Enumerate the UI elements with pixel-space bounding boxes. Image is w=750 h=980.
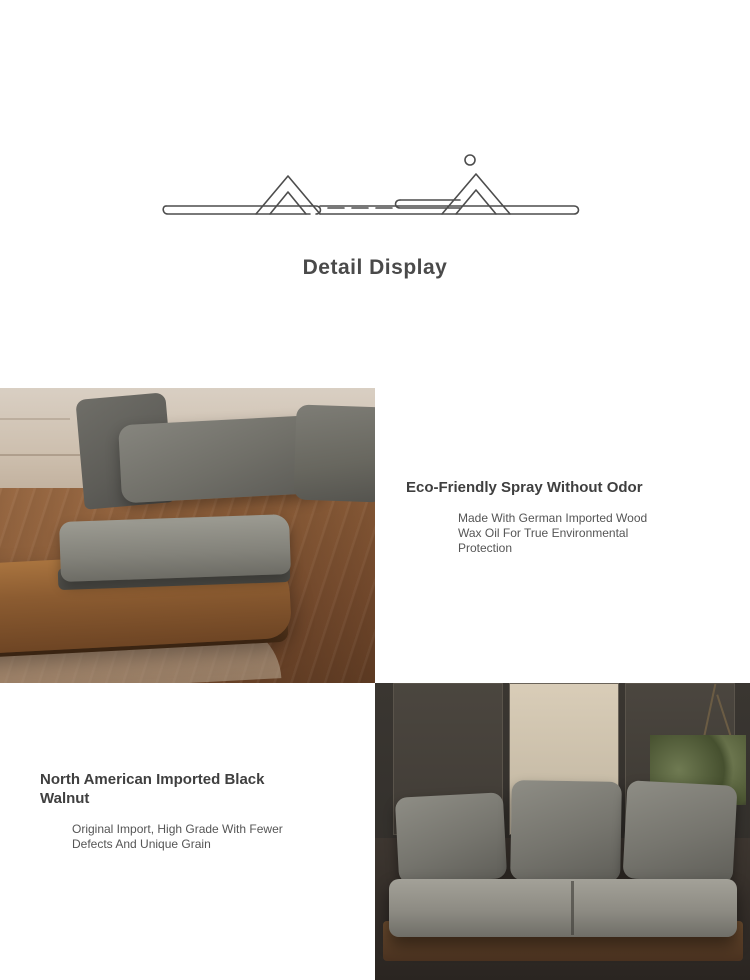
header [0,0,750,380]
photo-wall-line-secondary [0,418,70,420]
photo-seat-seam [571,881,574,935]
feature-body: Original Import, High Grade With Fewer Defects And Unique Grain [72,822,283,851]
photo-pillow-center [510,780,622,882]
photo-seat-cushion [59,514,291,582]
feature-text-eco-spray [406,478,706,556]
feature-image-grey-leather-sofa [375,683,750,980]
photo-pillow-left [395,792,507,884]
feature-heading: Eco-Friendly Spray Without Odor [406,479,643,496]
page-title: Detail Display [302,256,448,279]
feature-text-black-walnut [40,770,360,852]
photo-seat-cushion [389,879,737,937]
feature-image-walnut-platform-sofa [0,388,375,683]
photo-wall-line [0,454,80,456]
photo-pillow-right [293,404,375,502]
feature-body: Made With German Imported Wood Wax Oil For True Environmental Protection [458,511,648,555]
photo-pillow-right [623,780,738,884]
feature-heading: North American Imported Black Walnut [40,771,265,807]
mountain-line-ornament-icon [160,150,590,230]
